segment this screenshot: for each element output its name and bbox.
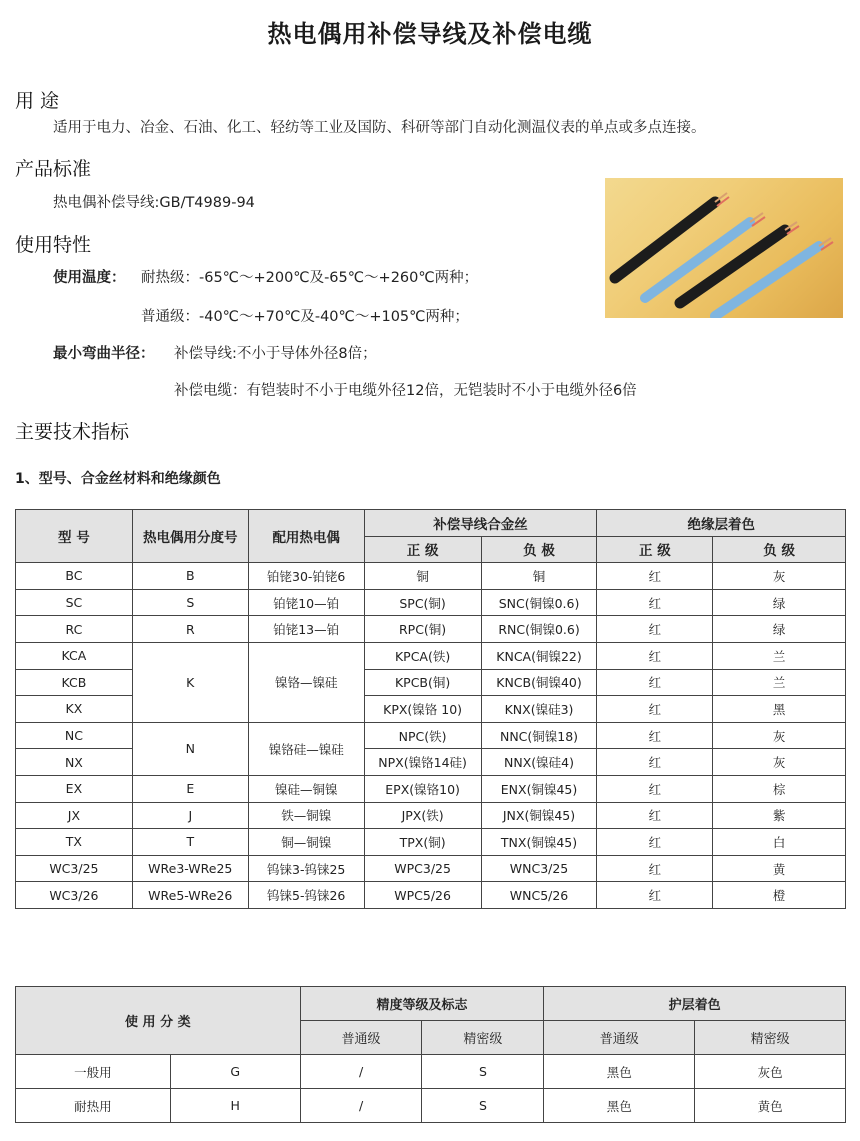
cell-model: SC bbox=[16, 589, 133, 616]
cell-color-negative: 灰 bbox=[713, 722, 846, 749]
alloy-color-table bbox=[15, 509, 846, 909]
cell-color-negative: 棕 bbox=[713, 775, 846, 802]
cell-model: KX bbox=[16, 696, 133, 723]
cell-model: TX bbox=[16, 829, 133, 856]
table-row bbox=[16, 855, 846, 882]
cell-sheath-precise: 黄色 bbox=[695, 1089, 846, 1123]
usage-text: 适用于电力、冶金、石油、化工、轻纺等工业及国防、科研等部门自动化测温仪表的单点或多点连接。 bbox=[53, 120, 706, 136]
cell-precision-normal: / bbox=[300, 1089, 422, 1123]
cell-model: JX bbox=[16, 802, 133, 829]
cell-sheath-normal: 黑色 bbox=[544, 1055, 695, 1089]
table-row bbox=[16, 1055, 846, 1089]
cell-graduation: N bbox=[132, 722, 248, 775]
cell-thermocouple: 镍铬—镍硅 bbox=[248, 642, 364, 722]
cell-alloy-positive: NPX(镍铬14硅) bbox=[364, 749, 481, 776]
cell-color-positive: 红 bbox=[597, 589, 713, 616]
cell-graduation: T bbox=[132, 829, 248, 856]
cell-usage-name: 一般用 bbox=[16, 1055, 171, 1089]
characteristics-heading: 使用特性 bbox=[15, 234, 92, 256]
cell-alloy-positive: JPX(铁) bbox=[364, 802, 481, 829]
header-insulation-positive: 正 级 bbox=[597, 536, 713, 563]
header-sheath-precise: 精密级 bbox=[695, 1021, 846, 1055]
temp-normal: 普通级：-40℃～+70℃及-40℃～+105℃两种； bbox=[141, 309, 469, 325]
cell-alloy-negative: WNC5/26 bbox=[481, 882, 597, 909]
bend-cable: 补偿电缆：有铠装时不小于电缆外径12倍，无铠装时不小于电缆外径6倍 bbox=[174, 383, 637, 399]
cell-usage-name: 耐热用 bbox=[16, 1089, 171, 1123]
cell-color-negative: 灰 bbox=[713, 563, 846, 590]
cell-alloy-negative: KNCA(铜镍22) bbox=[481, 642, 597, 669]
cell-color-negative: 兰 bbox=[713, 669, 846, 696]
table-row bbox=[16, 642, 846, 669]
cell-model: NC bbox=[16, 722, 133, 749]
cell-color-positive: 红 bbox=[597, 616, 713, 643]
header-precision-precise: 精密级 bbox=[422, 1021, 544, 1055]
header-graduation: 热电偶用分度号 bbox=[132, 510, 248, 563]
cell-alloy-positive: TPX(铜) bbox=[364, 829, 481, 856]
cell-color-positive: 红 bbox=[597, 749, 713, 776]
standard-heading: 产品标准 bbox=[15, 158, 92, 180]
temp-heat: 耐热级：-65℃～+200℃及-65℃～+260℃两种； bbox=[141, 270, 479, 286]
cell-alloy-negative: RNC(铜镍0.6) bbox=[481, 616, 597, 643]
cell-alloy-negative: NNX(镍硅4) bbox=[481, 749, 597, 776]
cell-alloy-positive: 铜 bbox=[364, 563, 481, 590]
cell-thermocouple: 钨铼5-钨铼26 bbox=[248, 882, 364, 909]
table-row bbox=[16, 563, 846, 590]
cell-thermocouple: 铂铑13—铂 bbox=[248, 616, 364, 643]
cell-color-positive: 红 bbox=[597, 855, 713, 882]
temp-label: 使用温度： bbox=[53, 270, 126, 286]
cell-alloy-positive: WPC3/25 bbox=[364, 855, 481, 882]
header-precision: 精度等级及标志 bbox=[300, 987, 544, 1021]
cell-alloy-negative: JNX(铜镍45) bbox=[481, 802, 597, 829]
sheath-color-table bbox=[15, 986, 846, 1123]
cell-graduation: B bbox=[132, 563, 248, 590]
cell-color-positive: 红 bbox=[597, 669, 713, 696]
cell-color-negative: 紫 bbox=[713, 802, 846, 829]
cell-alloy-positive: EPX(镍铬10) bbox=[364, 775, 481, 802]
cell-model: BC bbox=[16, 563, 133, 590]
cell-precision-precise: S bbox=[422, 1055, 544, 1089]
cell-alloy-negative: SNC(铜镍0.6) bbox=[481, 589, 597, 616]
cell-graduation: S bbox=[132, 589, 248, 616]
usage-heading: 用 途 bbox=[15, 90, 60, 112]
cell-usage-code: G bbox=[170, 1055, 300, 1089]
header-insulation-negative: 负 级 bbox=[713, 536, 846, 563]
cell-precision-normal: / bbox=[300, 1055, 422, 1089]
cell-thermocouple: 镍硅—铜镍 bbox=[248, 775, 364, 802]
cell-alloy-negative: NNC(铜镍18) bbox=[481, 722, 597, 749]
header-precision-normal: 普通级 bbox=[300, 1021, 422, 1055]
cell-thermocouple: 镍铬硅—镍硅 bbox=[248, 722, 364, 775]
cell-model: WC3/25 bbox=[16, 855, 133, 882]
cell-alloy-positive: KPCB(铜) bbox=[364, 669, 481, 696]
cell-color-negative: 兰 bbox=[713, 642, 846, 669]
header-usage-category: 使 用 分 类 bbox=[16, 987, 301, 1055]
cell-thermocouple: 铂铑30-铂铑6 bbox=[248, 563, 364, 590]
cell-alloy-positive: RPC(铜) bbox=[364, 616, 481, 643]
cell-alloy-negative: WNC3/25 bbox=[481, 855, 597, 882]
cell-color-positive: 红 bbox=[597, 802, 713, 829]
cell-thermocouple: 钨铼3-钨铼25 bbox=[248, 855, 364, 882]
cell-sheath-precise: 灰色 bbox=[695, 1055, 846, 1089]
cell-color-positive: 红 bbox=[597, 696, 713, 723]
table-row bbox=[16, 829, 846, 856]
header-thermocouple: 配用热电偶 bbox=[248, 510, 364, 563]
cell-model: EX bbox=[16, 775, 133, 802]
cell-color-positive: 红 bbox=[597, 882, 713, 909]
cell-color-negative: 绿 bbox=[713, 589, 846, 616]
table-row bbox=[16, 802, 846, 829]
cable-product-photo bbox=[605, 178, 843, 318]
cell-color-negative: 灰 bbox=[713, 749, 846, 776]
cell-alloy-positive: KPX(镍铬 10) bbox=[364, 696, 481, 723]
cell-alloy-negative: KNCB(铜镍40) bbox=[481, 669, 597, 696]
cell-alloy-negative: 铜 bbox=[481, 563, 597, 590]
table-row bbox=[16, 616, 846, 643]
cell-precision-precise: S bbox=[422, 1089, 544, 1123]
cell-alloy-positive: NPC(铁) bbox=[364, 722, 481, 749]
cell-model: KCB bbox=[16, 669, 133, 696]
cell-model: WC3/26 bbox=[16, 882, 133, 909]
cell-color-positive: 红 bbox=[597, 722, 713, 749]
header-sheath-color: 护层着色 bbox=[544, 987, 846, 1021]
specs-heading: 主要技术指标 bbox=[15, 421, 130, 443]
header-alloy-positive: 正 级 bbox=[364, 536, 481, 563]
cell-color-negative: 黄 bbox=[713, 855, 846, 882]
table-row bbox=[16, 775, 846, 802]
header-sheath-normal: 普通级 bbox=[544, 1021, 695, 1055]
cell-graduation: J bbox=[132, 802, 248, 829]
cell-usage-code: H bbox=[170, 1089, 300, 1123]
cell-alloy-negative: ENX(铜镍45) bbox=[481, 775, 597, 802]
cell-color-positive: 红 bbox=[597, 642, 713, 669]
cell-model: RC bbox=[16, 616, 133, 643]
cell-color-negative: 黑 bbox=[713, 696, 846, 723]
table-row bbox=[16, 882, 846, 909]
cell-graduation: WRe5-WRe26 bbox=[132, 882, 248, 909]
cell-alloy-positive: SPC(铜) bbox=[364, 589, 481, 616]
cell-alloy-positive: KPCA(铁) bbox=[364, 642, 481, 669]
cell-color-positive: 红 bbox=[597, 829, 713, 856]
cell-thermocouple: 铁—铜镍 bbox=[248, 802, 364, 829]
table-row bbox=[16, 589, 846, 616]
standard-text: 热电偶补偿导线:GB/T4989-94 bbox=[53, 195, 255, 211]
cell-graduation: WRe3-WRe25 bbox=[132, 855, 248, 882]
cell-sheath-normal: 黑色 bbox=[544, 1089, 695, 1123]
cell-color-negative: 绿 bbox=[713, 616, 846, 643]
bend-label: 最小弯曲半径： bbox=[53, 346, 155, 362]
cell-graduation: R bbox=[132, 616, 248, 643]
cell-model: KCA bbox=[16, 642, 133, 669]
bend-wire: 补偿导线:不小于导体外径8倍； bbox=[174, 346, 377, 362]
cell-thermocouple: 铂铑10—铂 bbox=[248, 589, 364, 616]
header-insulation: 绝缘层着色 bbox=[597, 510, 846, 537]
cell-alloy-negative: KNX(镍硅3) bbox=[481, 696, 597, 723]
cell-thermocouple: 铜—铜镍 bbox=[248, 829, 364, 856]
cell-alloy-positive: WPC5/26 bbox=[364, 882, 481, 909]
cell-graduation: E bbox=[132, 775, 248, 802]
cell-model: NX bbox=[16, 749, 133, 776]
cell-color-negative: 白 bbox=[713, 829, 846, 856]
cell-color-positive: 红 bbox=[597, 775, 713, 802]
cell-graduation: K bbox=[132, 642, 248, 722]
header-model: 型 号 bbox=[16, 510, 133, 563]
table-row bbox=[16, 722, 846, 749]
cell-color-negative: 橙 bbox=[713, 882, 846, 909]
cell-alloy-negative: TNX(铜镍45) bbox=[481, 829, 597, 856]
page-title: 热电偶用补偿导线及补偿电缆 bbox=[267, 20, 593, 48]
table-row bbox=[16, 1089, 846, 1123]
cell-color-positive: 红 bbox=[597, 563, 713, 590]
header-alloy: 补偿导线合金丝 bbox=[364, 510, 597, 537]
header-alloy-negative: 负 极 bbox=[481, 536, 597, 563]
specs-subheading: 1、型号、合金丝材料和绝缘颜色 bbox=[15, 471, 221, 487]
